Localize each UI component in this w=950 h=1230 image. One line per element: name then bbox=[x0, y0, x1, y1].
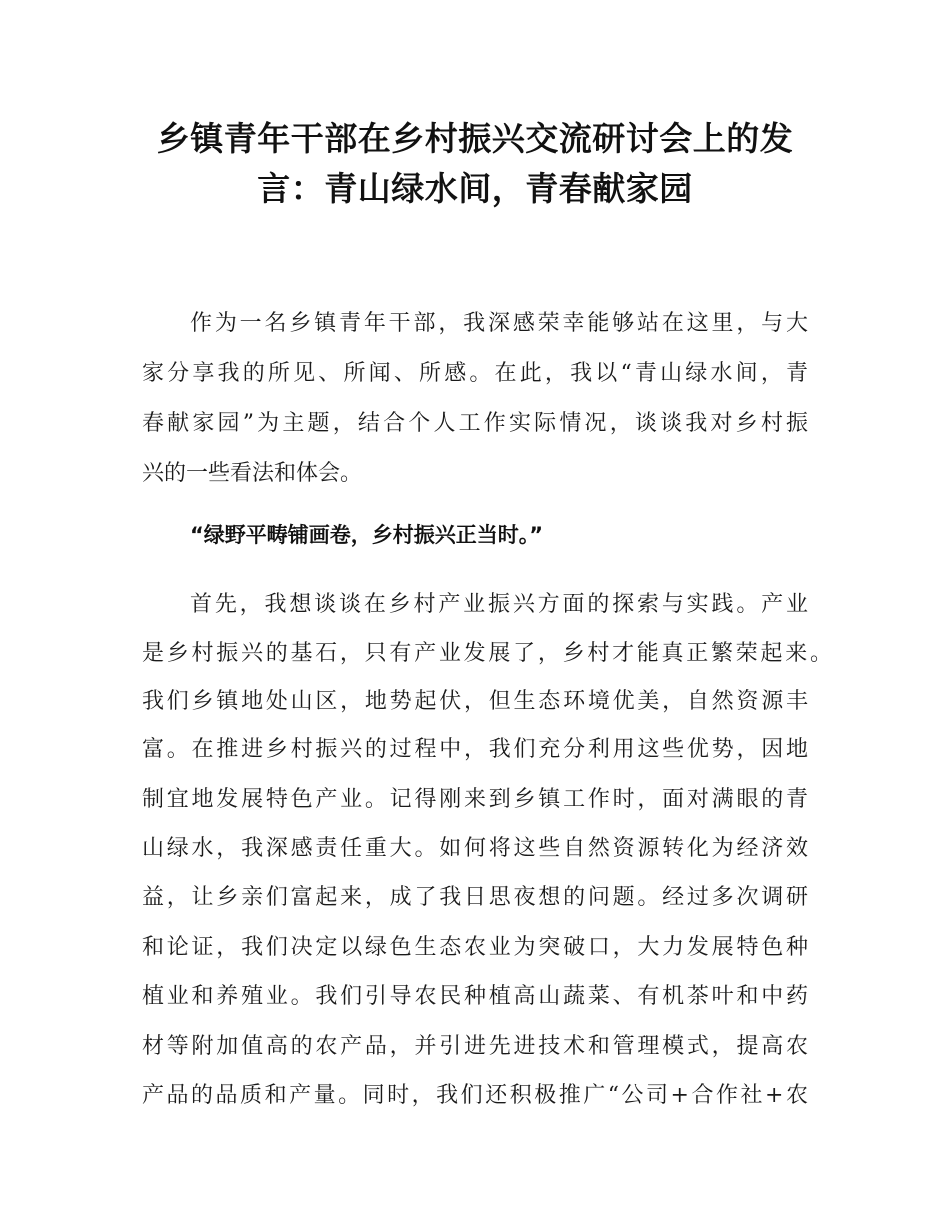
body-line-9: 植业和养殖业。我们引导农民种植高山蔬菜、有机茶叶和中药 bbox=[142, 984, 808, 1009]
body-line-7: 益，让乡亲们富起来，成了我日思夜想的问题。经过多次调研 bbox=[142, 885, 808, 910]
body-line-11: 产品的品质和产量。同时，我们还积极推广“公司+合作社+农 bbox=[142, 1083, 808, 1108]
intro-line-2: 家分享我的所见、所闻、所感。在此，我以“青山绿水间，青 bbox=[142, 361, 808, 386]
body-line-4: 富。在推进乡村振兴的过程中，我们充分利用这些优势，因地 bbox=[142, 737, 808, 762]
document-title bbox=[110, 114, 840, 214]
body-line-8: 和论证，我们决定以绿色生态农业为突破口，大力发展特色种 bbox=[142, 935, 808, 960]
intro-line-1: 作为一名乡镇青年干部，我深感荣幸能够站在这里，与大 bbox=[190, 311, 808, 336]
body-line-1: 首先，我想谈谈在乡村产业振兴方面的探索与实践。产业 bbox=[190, 592, 808, 617]
body-line-2: 是乡村振兴的基石，只有产业发展了，乡村才能真正繁荣起来。 bbox=[142, 641, 832, 666]
section-subheading: “绿野平畴铺画卷，乡村振兴正当时。” bbox=[190, 523, 544, 547]
intro-line-3: 春献家园”为主题，结合个人工作实际情况，谈谈我对乡村振 bbox=[142, 411, 808, 436]
intro-line-4: 兴的一些看法和体会。 bbox=[142, 461, 363, 486]
body-line-6: 山绿水，我深感责任重大。如何将这些自然资源转化为经济效 bbox=[142, 836, 808, 861]
body-line-5: 制宜地发展特色产业。记得刚来到乡镇工作时，面对满眼的青 bbox=[142, 787, 808, 812]
title-line-2: 言：青山绿水间，青春献家园 bbox=[257, 169, 693, 208]
title-line-1: 乡镇青年干部在乡村振兴交流研讨会上的发 bbox=[156, 119, 794, 158]
body-line-3: 我们乡镇地处山区，地势起伏，但生态环境优美，自然资源丰 bbox=[142, 689, 808, 714]
body-line-10: 材等附加值高的农产品，并引进先进技术和管理模式，提高农 bbox=[142, 1034, 808, 1059]
